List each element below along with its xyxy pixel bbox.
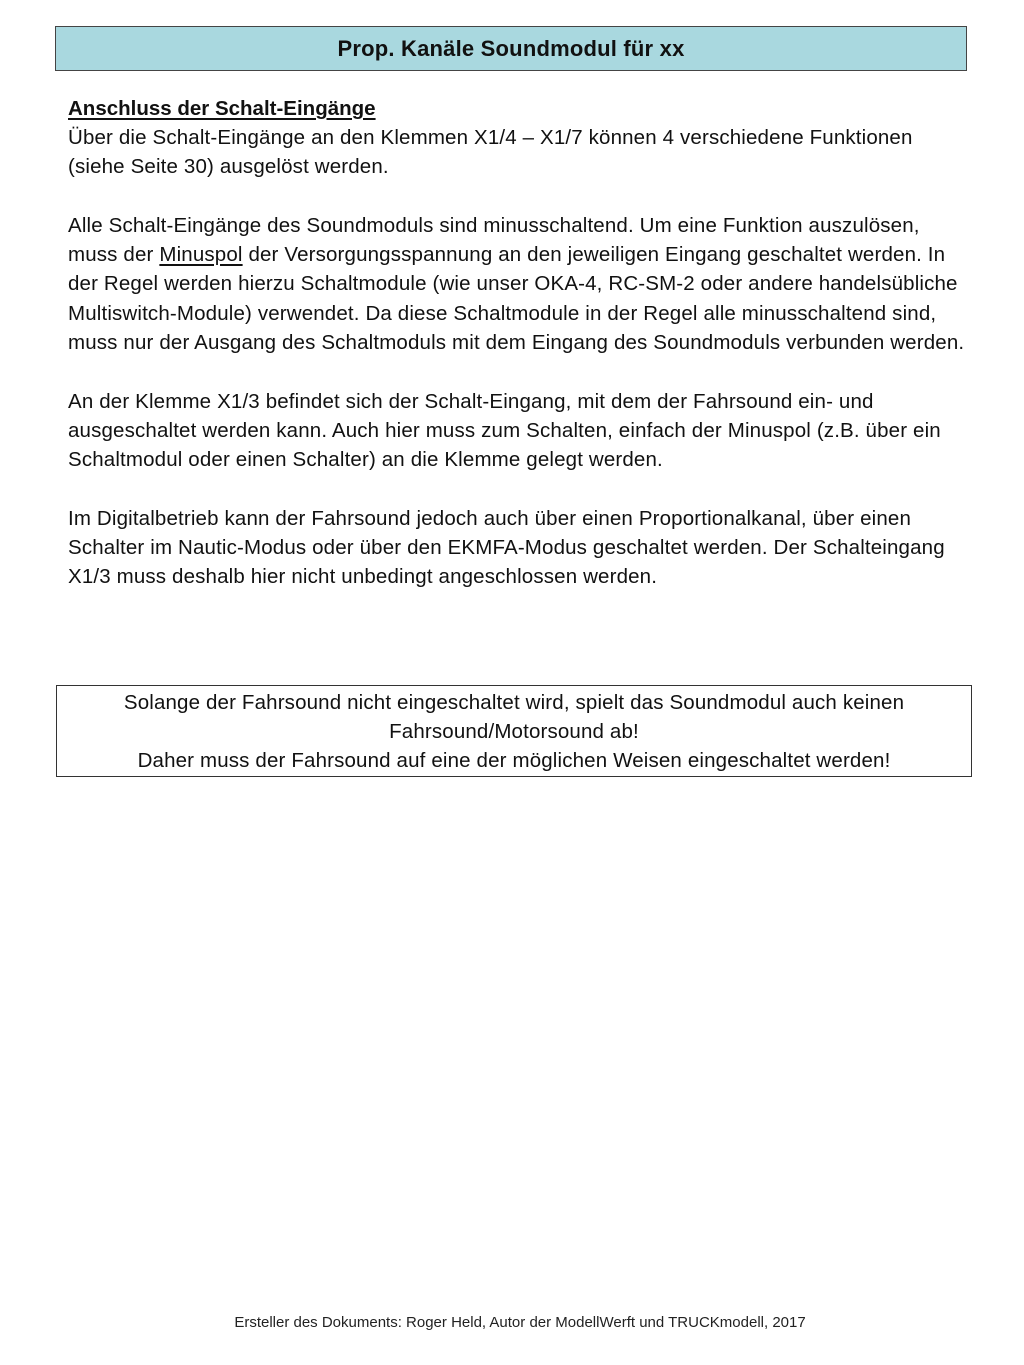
notice-line-3: Daher muss der Fahrsound auf eine der möglichen Weisen eingeschaltet werden! (137, 748, 891, 772)
notice-line-1: Solange der Fahrsound nicht eingeschaltet wird, spielt das Soundmodul auch keinen (123, 690, 905, 714)
footer-credit: Ersteller des Dokuments: Roger Held, Autor der ModellWerft und TRUCKmodell, 2017 (234, 1314, 806, 1331)
paragraph-minusschaltend-part1: Alle Schalt-Eingänge des Soundmoduls sind minusschaltend. Um eine Funktion auszulösen, muss der (68, 213, 920, 267)
section-heading: Anschluss der Schalt-Eingänge (68, 97, 376, 120)
paragraph-minusschaltend (68, 211, 968, 357)
paragraph-klemme-x13: An der Klemme X1/3 befindet sich der Schalt-Eingang, mit dem der Fahrsound ein- und ausgeschaltet werden kann. Auch hier muss zum Schalten, einfach der Minuspol (z.B. über ein Schaltmodul oder einen Schalter) an die Klemme gelegt werden. (68, 389, 941, 472)
minuspol-underlined-term: Minuspol (159, 243, 243, 267)
paragraph-minusschaltend-part2: der Versorgungsspannung an den jeweiligen Eingang geschaltet werden. In der Regel werden hierzu Schaltmodule (wie unser OKA-4, RC-SM-2 oder andere handelsübliche Multiswitch-Module) verwendet. Da diese Schaltmodule in der Regel alle minusschaltend sind, muss nur der Ausgang des Schaltmoduls mit dem Eingang des Soundmoduls verbunden werden. (68, 243, 965, 355)
paragraph-intro: Über die Schalt-Eingänge an den Klemmen X1/4 – X1/7 können 4 verschiedene Funktionen (siehe Seite 30) ausgelöst werden. (68, 126, 913, 179)
paragraph-digitalbetrieb: Im Digitalbetrieb kann der Fahrsound jedoch auch über einen Proportionalkanal, über einen Schalter im Nautic-Modus oder über den EKMFA-Modus geschaltet werden. Der Schalteingang X1/3 muss deshalb hier nicht unbedingt angeschlossen werden. (68, 506, 945, 589)
notice-line-2: Fahrsound/Motorsound ab! (389, 719, 639, 743)
notice-box (56, 685, 972, 777)
main-content (68, 94, 968, 592)
page-header-box (55, 26, 967, 71)
page-title: Prop. Kanäle Soundmodul für xx (337, 35, 685, 61)
